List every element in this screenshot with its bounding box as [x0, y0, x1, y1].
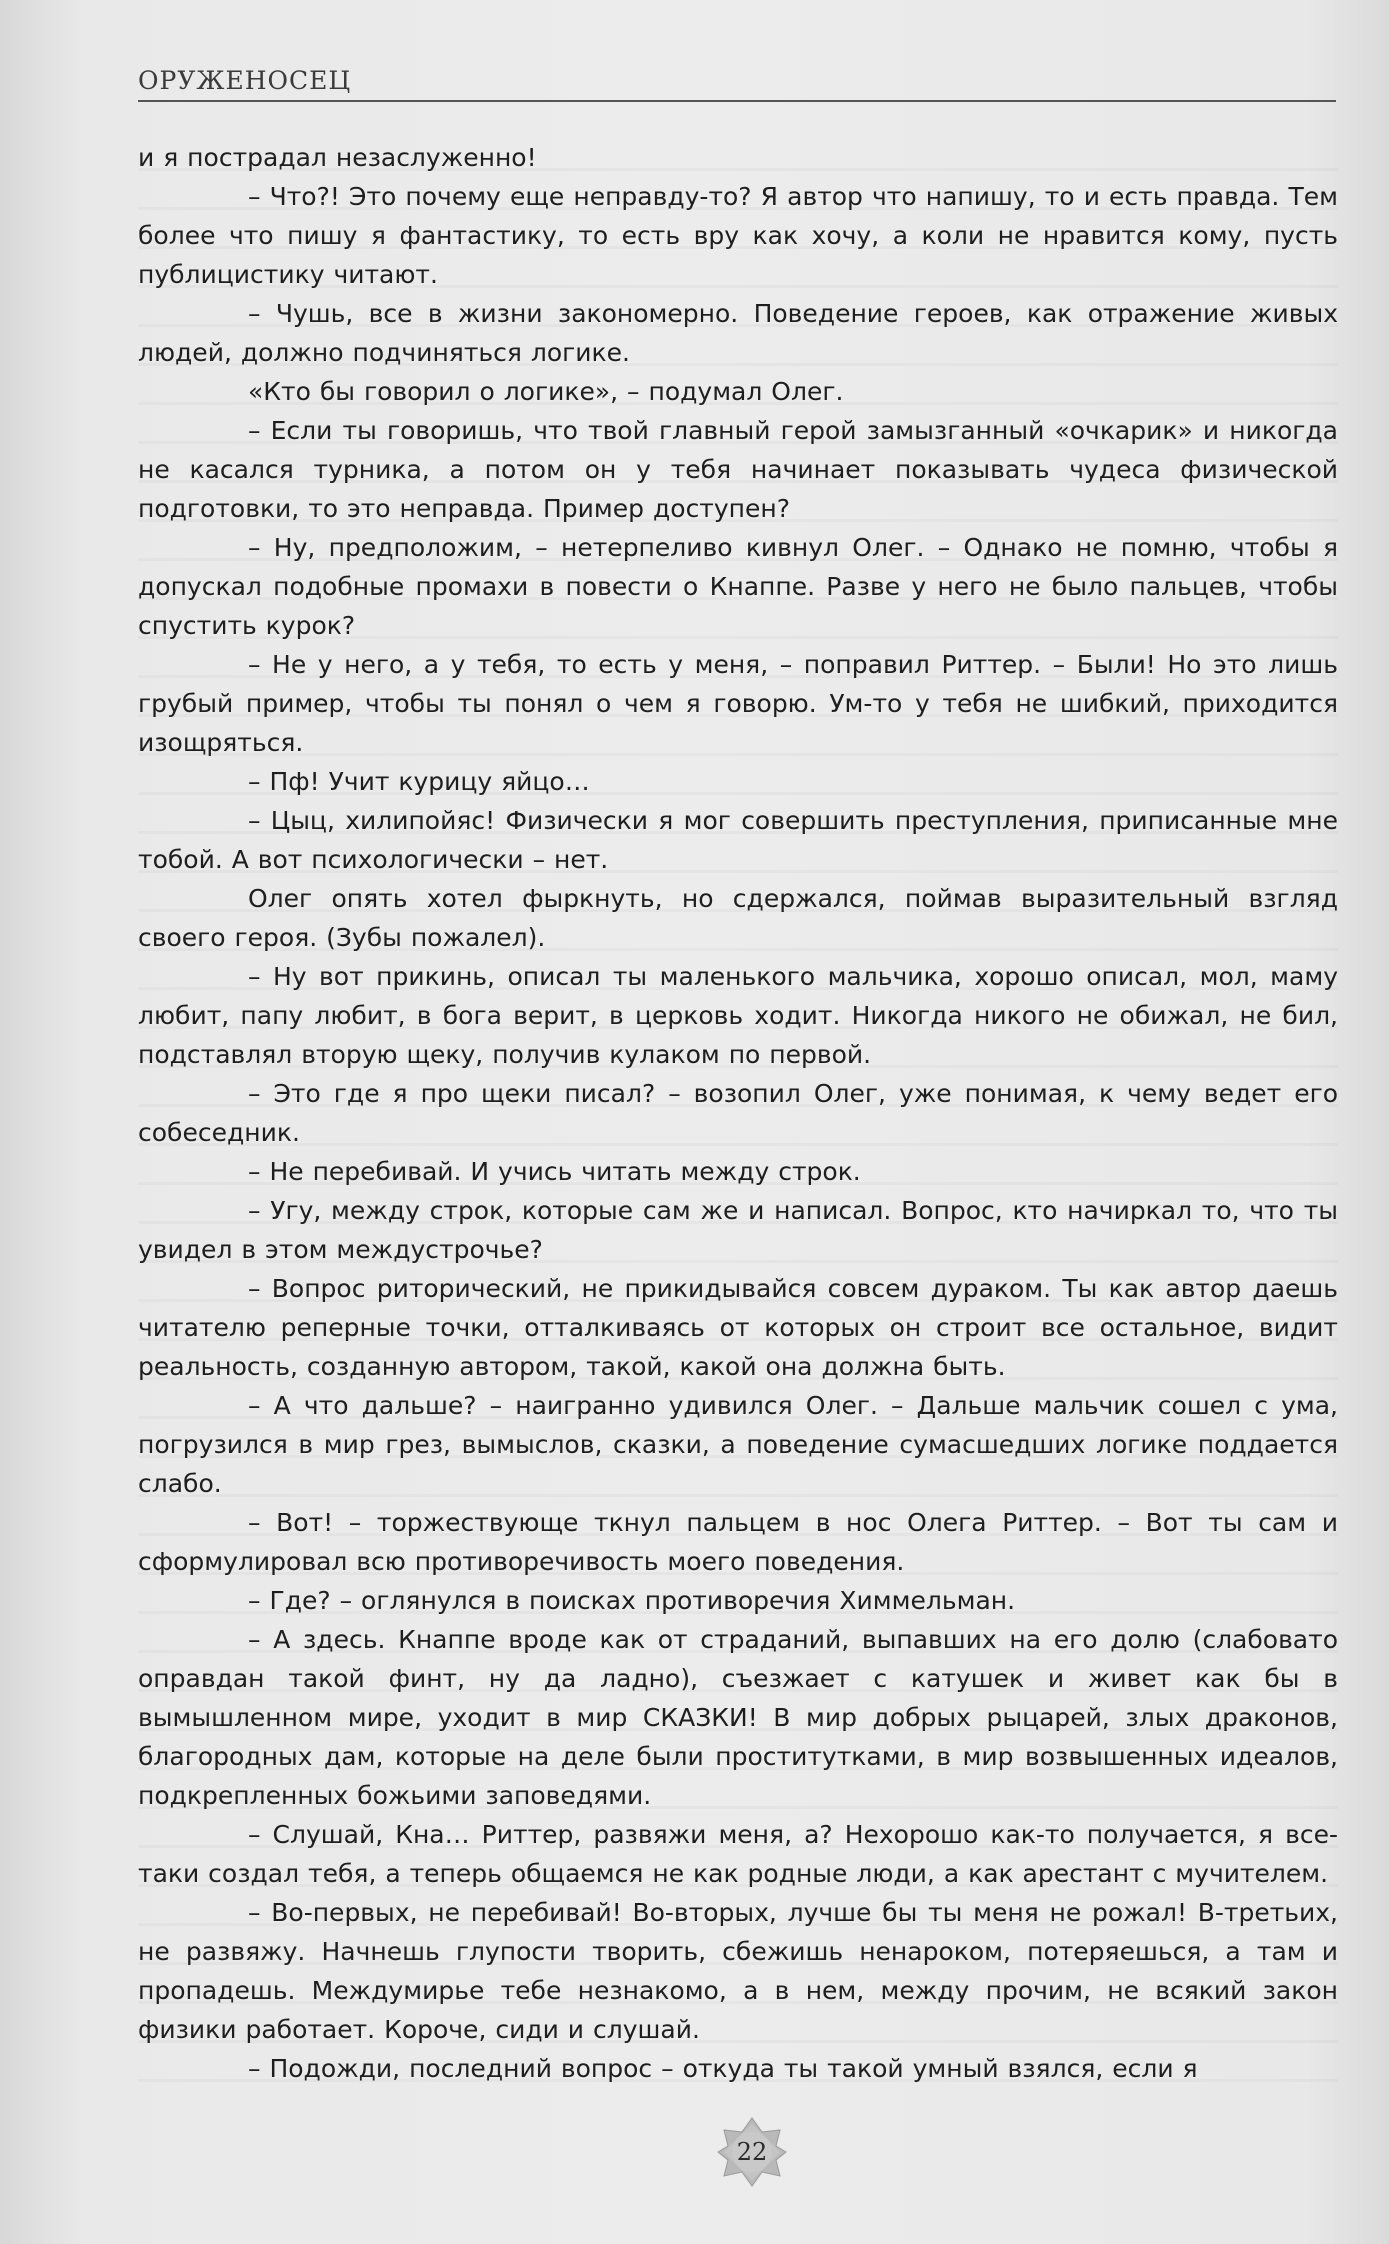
header-rule: [138, 100, 1336, 102]
paragraph: – Где? – оглянулся в поисках противоречия Химмельман.: [248, 1586, 1016, 1615]
page-header: [138, 64, 1336, 102]
paragraph: – Вот! – торжествующе ткнул пальцем в нос Олега Риттер. – Вот ты сам и сформулировал всю противоречивость моего поведения.: [138, 1508, 1338, 1576]
paragraph: – Ну вот прикинь, описал ты маленького мальчика, хорошо описал, мол, маму любит, папу любит, в бога верит, в церковь ходит. Никогда никого не обижал, не бил, подставлял вторую щеку, получив кулаком по первой.: [138, 962, 1338, 1069]
paragraph: – Чушь, все в жизни закономерно. Поведение героев, как отражение живых людей, должно подчиняться логике.: [138, 299, 1338, 367]
paragraph: – Что?! Это почему еще неправду-то? Я автор что напишу, то и есть правда. Тем более что пишу я фантастику, то есть вру как хочу, а коли не нравится кому, пусть публицистику читают.: [138, 182, 1338, 289]
paragraph: и я пострадал незаслуженно!: [138, 143, 537, 172]
paragraph: – Если ты говоришь, что твой главный герой замызганный «очкарик» и никогда не касался турника, а потом он у тебя начинает показывать чудеса физической подготовки, то это неправда. Пример доступен?: [138, 416, 1338, 523]
body-text: [138, 138, 1338, 2098]
page-number-badge: [716, 2116, 788, 2188]
paragraph: – Во-первых, не перебивай! Во-вторых, лучше бы ты меня не рожал! В-третьих, не развяжу. Начнешь глупости творить, сбежишь ненароком, потеряешься, а там и пропадешь. Междумирье тебе незнакомо, а в нем, между прочим, не всякий закон физики работает. Короче, сиди и слушай.: [138, 1898, 1338, 2044]
paragraph: – Цыц, хилипойяс! Физически я мог совершить преступления, приписанные мне тобой. А вот психологически – нет.: [138, 806, 1338, 874]
paragraph: – А здесь. Кнаппе вроде как от страданий, выпавших на его долю (слабовато оправдан такой финт, ну да ладно), съезжает с катушек и живет как бы в вымышленном мире, уходит в мир СКАЗКИ! В мир добрых рыцарей, злых драконов, благородных дам, которые на деле были проститутками, в мир возвышенных идеалов, подкрепленных божьими заповедями.: [138, 1625, 1338, 1810]
paragraph: – Пф! Учит курицу яйцо…: [248, 767, 590, 796]
paragraph: – Подожди, последний вопрос – откуда ты такой умный взялся, если я: [248, 2054, 1198, 2083]
paragraph: «Кто бы говорил о логике», – подумал Олег.: [248, 377, 844, 406]
page-number: 22: [736, 2138, 768, 2166]
paragraph: – Не у него, а у тебя, то есть у меня, – поправил Риттер. – Были! Но это лишь грубый пример, чтобы ты понял о чем я говорю. Ум-то у тебя не шибкий, приходится изощряться.: [138, 650, 1338, 757]
paragraph: – Слушай, Кна… Риттер, развяжи меня, а? Нехорошо как-то получается, я все-таки создал тебя, а теперь общаемся не как родные люди, а как арестант с мучителем.: [138, 1820, 1338, 1888]
paragraph: – Вопрос риторический, не прикидывайся совсем дураком. Ты как автор даешь читателю реперные точки, отталкиваясь от которых он строит все остальное, видит реальность, созданную автором, такой, какой она должна быть.: [138, 1274, 1338, 1381]
paragraph: – Это где я про щеки писал? – возопил Олег, уже понимая, к чему ведет его собеседник.: [138, 1079, 1338, 1147]
running-head: ОРУЖЕНОСЕЦ: [138, 66, 352, 95]
paragraph: – А что дальше? – наигранно удивился Олег. – Дальше мальчик сошел с ума, погрузился в мир грез, вымыслов, сказки, а поведение сумасшедших логике поддается слабо.: [138, 1391, 1338, 1498]
paragraph: – Угу, между строк, которые сам же и написал. Вопрос, кто начиркал то, что ты увидел в этом междустрочье?: [138, 1196, 1338, 1264]
paragraph: Олег опять хотел фыркнуть, но сдержался, поймав выразительный взгляд своего героя. (Зубы пожалел).: [138, 884, 1338, 952]
paragraph: – Ну, предположим, – нетерпеливо кивнул Олег. – Однако не помню, чтобы я допускал подобные промахи в повести о Кнаппе. Разве у него не было пальцев, чтобы спустить курок?: [138, 533, 1338, 640]
paragraph: – Не перебивай. И учись читать между строк.: [248, 1157, 861, 1186]
